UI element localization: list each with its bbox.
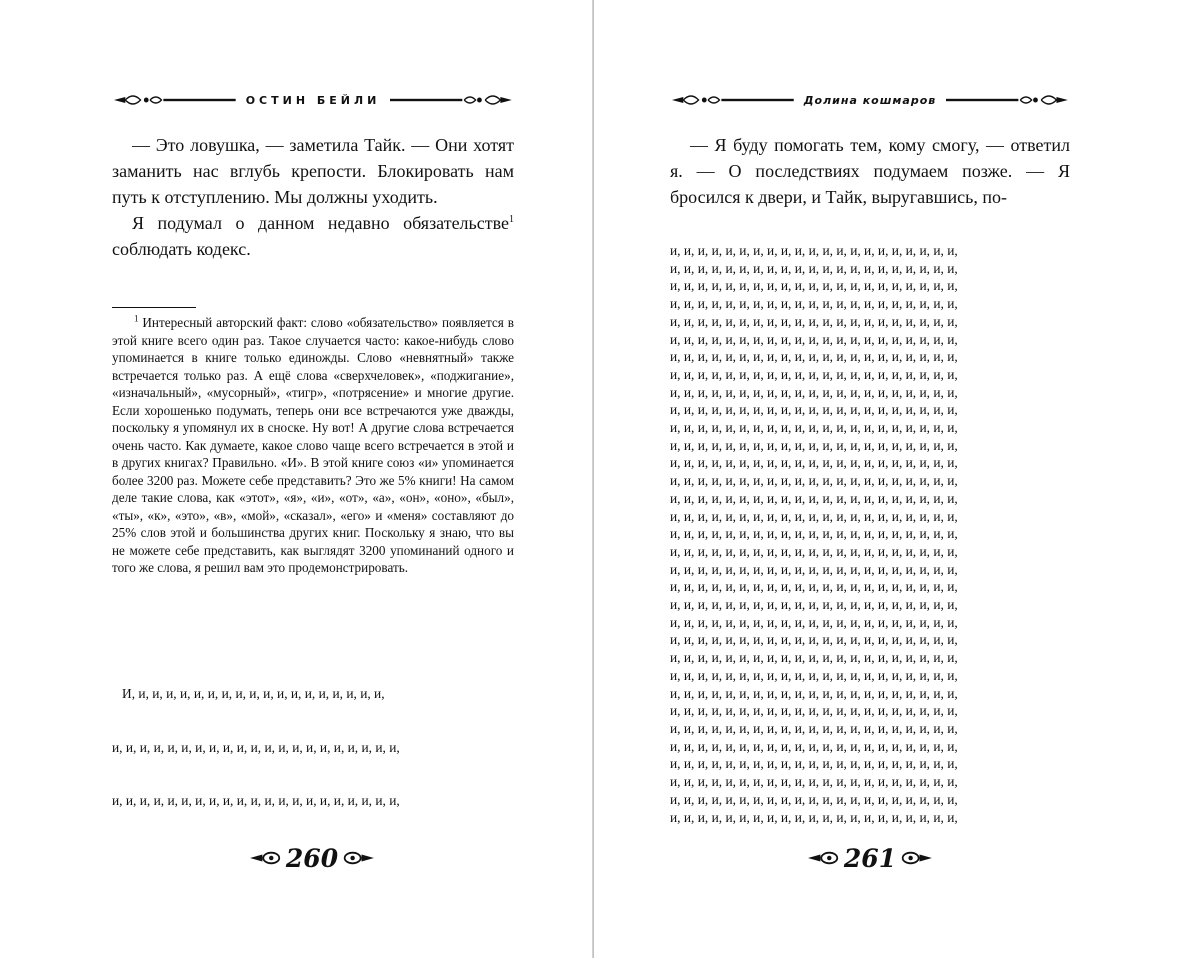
left-folio bbox=[250, 842, 374, 874]
i-line: и, и, и, и, и, и, и, и, и, и, и, и, и, и, и, и, и, и, и, и, и, bbox=[112, 792, 400, 808]
right-running-head bbox=[670, 88, 1070, 112]
i-line: и, и, и, и, и, и, и, и, и, и, и, и, и, и, и, и, и, и, и, и, и, bbox=[670, 508, 958, 524]
i-line: и, и, и, и, и, и, и, и, и, и, и, и, и, и, и, и, и, и, и, и, и, bbox=[670, 278, 958, 294]
i-line: и, и, и, и, и, и, и, и, и, и, и, и, и, и, и, и, и, и, и, и, и, bbox=[670, 402, 958, 418]
folio-ornament-right-icon bbox=[342, 850, 374, 866]
left-page bbox=[0, 0, 592, 958]
left-running-head bbox=[112, 88, 514, 112]
page-number: 260 bbox=[285, 843, 339, 873]
paragraph bbox=[112, 210, 514, 262]
paragraph: — Я буду помогать тем, кому смогу, — ответил я. — О последствиях подумаем позже. — Я бросился к двери, и Тайк, выругавшись, по- bbox=[670, 135, 1070, 207]
i-line: и, и, и, и, и, и, и, и, и, и, и, и, и, и, и, и, и, и, и, и, и, bbox=[670, 650, 958, 666]
i-line: и, и, и, и, и, и, и, и, и, и, и, и, и, и, и, и, и, и, и, и, и, bbox=[670, 809, 958, 825]
ornament-flourish-icon bbox=[670, 88, 794, 112]
i-line: и, и, и, и, и, и, и, и, и, и, и, и, и, и, и, и, и, и, и, и, и, bbox=[670, 685, 958, 701]
folio-ornament-left-icon bbox=[808, 850, 840, 866]
i-line: и, и, и, и, и, и, и, и, и, и, и, и, и, и, и, и, и, и, и, и, и, bbox=[112, 739, 400, 755]
i-line: и, и, и, и, и, и, и, и, и, и, и, и, и, и, и, и, и, и, и, и, и, bbox=[670, 437, 958, 453]
i-line: и, и, и, и, и, и, и, и, и, и, и, и, и, и, и, и, и, и, и, и, и, bbox=[670, 349, 958, 365]
i-line: и, и, и, и, и, и, и, и, и, и, и, и, и, и, и, и, и, и, и, и, и, bbox=[670, 243, 958, 258]
paragraph-text-tail: соблюдать кодекс. bbox=[112, 239, 251, 259]
ornament-flourish-icon bbox=[112, 88, 236, 112]
footnote-paragraph bbox=[112, 314, 514, 577]
paragraph: — Это ловушка, — заметила Тайк. — Они хотят заманить нас вглубь крепости. Блокировать нам путь к отступлению. Мы должны уходить. bbox=[112, 135, 514, 207]
i-line: и, и, и, и, и, и, и, и, и, и, и, и, и, и, и, и, и, и, и, и, и, bbox=[670, 313, 958, 329]
i-line: и, и, и, и, и, и, и, и, и, и, и, и, и, и, и, и, и, и, и, и, и, bbox=[670, 738, 958, 754]
right-page bbox=[594, 0, 1187, 958]
i-line: и, и, и, и, и, и, и, и, и, и, и, и, и, и, и, и, и, и, и, и, и, bbox=[670, 526, 958, 542]
running-head-title: Долина кошмаров bbox=[803, 93, 937, 107]
footnote-reference[interactable]: 1 bbox=[509, 214, 514, 225]
right-main-text bbox=[670, 132, 1070, 210]
right-folio bbox=[808, 842, 932, 874]
i-line: и, и, и, и, и, и, и, и, и, и, и, и, и, и, и, и, и, и, и, и, и, bbox=[670, 667, 958, 683]
i-line: и, и, и, и, и, и, и, и, и, и, и, и, и, и, и, и, и, и, и, и, и, bbox=[670, 384, 958, 400]
i-line: и, и, и, и, и, и, и, и, и, и, и, и, и, и, и, и, и, и, и, и, и, bbox=[670, 561, 958, 577]
i-line: и, и, и, и, и, и, и, и, и, и, и, и, и, и, и, и, и, и, и, и, и, bbox=[670, 473, 958, 489]
footnote-marker: 1 bbox=[134, 313, 139, 324]
i-line: И, и, и, и, и, и, и, и, и, и, и, и, и, и, и, и, и, и, и, bbox=[112, 686, 385, 702]
paragraph-text: Я подумал о данном недавно обязательстве bbox=[132, 213, 509, 233]
i-line: и, и, и, и, и, и, и, и, и, и, и, и, и, и, и, и, и, и, и, и, и, bbox=[670, 260, 958, 276]
i-line: и, и, и, и, и, и, и, и, и, и, и, и, и, и, и, и, и, и, и, и, и, bbox=[670, 420, 958, 436]
i-line: и, и, и, и, и, и, и, и, и, и, и, и, и, и, и, и, и, и, и, и, и, bbox=[670, 543, 958, 559]
i-line: и, и, и, и, и, и, и, и, и, и, и, и, и, и, и, и, и, и, и, и, и, bbox=[670, 791, 958, 807]
i-line: и, и, и, и, и, и, и, и, и, и, и, и, и, и, и, и, и, и, и, и, и, bbox=[670, 455, 958, 471]
i-line: и, и, и, и, и, и, и, и, и, и, и, и, и, и, и, и, и, и, и, и, и, bbox=[670, 597, 958, 613]
i-line: и, и, и, и, и, и, и, и, и, и, и, и, и, и, и, и, и, и, и, и, и, bbox=[670, 579, 958, 595]
i-line: и, и, и, и, и, и, и, и, и, и, и, и, и, и, и, и, и, и, и, и, и, bbox=[670, 366, 958, 382]
left-main-text bbox=[112, 132, 514, 262]
left-i-block bbox=[112, 650, 516, 830]
i-line: и, и, и, и, и, и, и, и, и, и, и, и, и, и, и, и, и, и, и, и, и, bbox=[670, 296, 958, 312]
footnote bbox=[112, 314, 514, 577]
folio-ornament-left-icon bbox=[250, 850, 282, 866]
page-number: 261 bbox=[843, 843, 897, 873]
i-line: и, и, и, и, и, и, и, и, и, и, и, и, и, и, и, и, и, и, и, и, и, bbox=[670, 720, 958, 736]
ornament-flourish-icon bbox=[390, 88, 514, 112]
footnote-text: Интересный авторский факт: слово «обязательство» появляется в этой книге всего один раз. Такое случается часто: какое-нибудь слово упоминается в книге только единожды. Слово «невнятный» также встречается только раз. А ещё слова «сверхчеловек», «поджигание», «изначальный», «мусорный», «тигр», «потрясение» и многие другие. Если хорошенько подумать, теперь они все встречаются уже дважды, поскольку я упомянул их в сноске. Ну вот! А другие слова встречается очень часто. Как думаете, какое слово чаще всего встречается в этой и в других книгах? Правильно. «И». В этой книге союз «и» упоминается более 3200 раз. Можете себе представить? Это же 5% книги! На самом деле такие слова, как «этот», «я», «и», «от», «а», «он», «оно», «был», «ты», «к», «это», «в», «мой», «сказал», «его» и «меня» составляют до 25% слов этой и большинства других книг. Поскольку я знаю, что вы не можете себе представить, как выглядят 3200 упоминаний одного и того же слова, я решил вам это продемонстрировать. bbox=[112, 315, 514, 575]
folio-ornament-right-icon bbox=[900, 850, 932, 866]
i-line: и, и, и, и, и, и, и, и, и, и, и, и, и, и, и, и, и, и, и, и, и, bbox=[670, 614, 958, 630]
i-line: и, и, и, и, и, и, и, и, и, и, и, и, и, и, и, и, и, и, и, и, и, bbox=[670, 490, 958, 506]
i-line: и, и, и, и, и, и, и, и, и, и, и, и, и, и, и, и, и, и, и, и, и, bbox=[670, 331, 958, 347]
running-head-author: ОСТИН БЕЙЛИ bbox=[245, 93, 381, 107]
footnote-rule bbox=[112, 307, 196, 308]
i-line: и, и, и, и, и, и, и, и, и, и, и, и, и, и, и, и, и, и, и, и, и, bbox=[670, 632, 958, 648]
i-line: и, и, и, и, и, и, и, и, и, и, и, и, и, и, и, и, и, и, и, и, и, bbox=[670, 703, 958, 719]
ornament-flourish-icon bbox=[946, 88, 1070, 112]
right-i-block bbox=[670, 242, 1072, 826]
i-line: и, и, и, и, и, и, и, и, и, и, и, и, и, и, и, и, и, и, и, и, и, bbox=[670, 774, 958, 790]
i-line: и, и, и, и, и, и, и, и, и, и, и, и, и, и, и, и, и, и, и, и, и, bbox=[670, 756, 958, 772]
